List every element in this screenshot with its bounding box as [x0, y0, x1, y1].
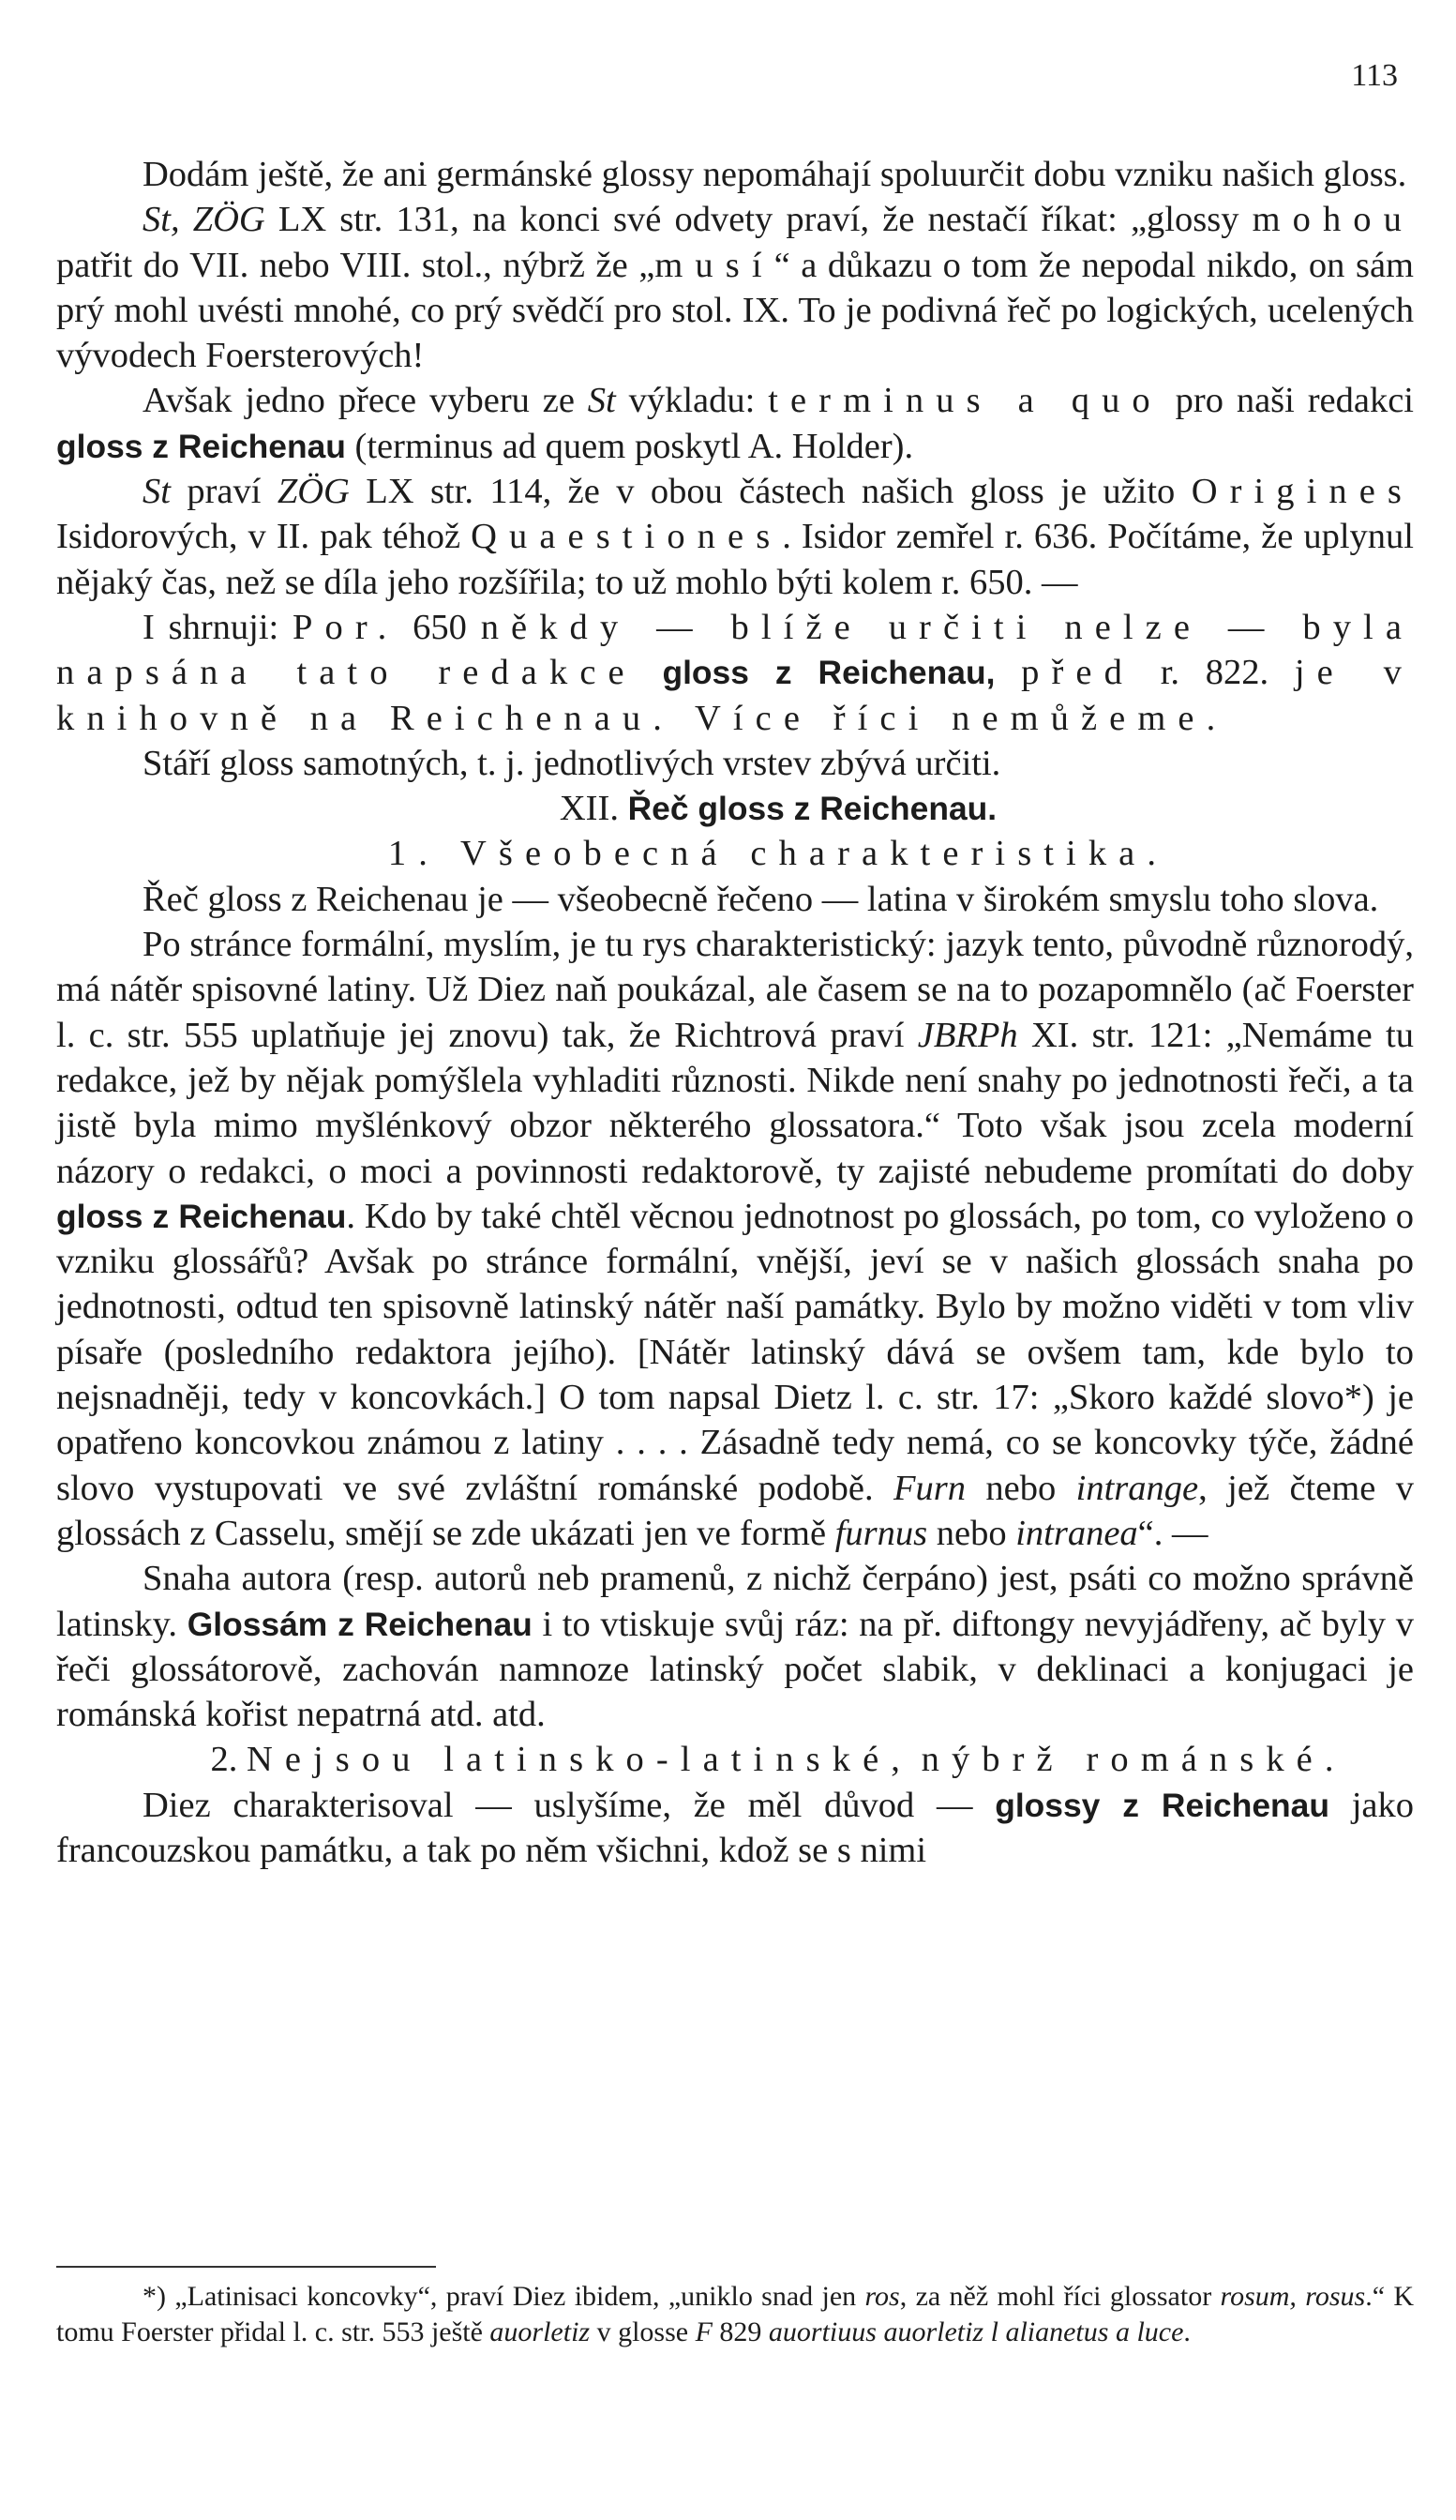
- text-run: I shrnuji:: [143, 607, 293, 647]
- paragraph: [56, 922, 1414, 1556]
- text-run: “. —: [1137, 1513, 1208, 1553]
- text-run: i to vtiskuje svůj ráz: na př. diftongy nevyjádřeny, ač byly v řeči glossátorově, zachován namnoze latinský počet slabik, v deklinaci a konjugaci je románská kořist nepatrná atd. atd.: [56, 1604, 1414, 1735]
- spaced-emphasis: před: [1021, 653, 1134, 693]
- text-run: r. 822.: [1133, 653, 1295, 693]
- italic-word: ros: [864, 2281, 900, 2312]
- subsection-heading: 1. Všeobecná charakteristika.: [387, 834, 1169, 874]
- paragraph: Řeč gloss z Reichenau je — všeobecně řečeno — latina v širokém smyslu toho slova.: [143, 879, 1379, 919]
- subsection-title-part: Nejsou latinsko-latinské,: [246, 1740, 912, 1780]
- spaced-emphasis: musí: [654, 245, 774, 285]
- text-run: 650: [398, 607, 481, 647]
- bold-term: gloss z Reichenau,: [662, 654, 996, 692]
- paragraph: [56, 605, 1414, 741]
- text-run: “ a důkazu o tom že nepodal nikdo, on sám prý mohl uvésti mnohé, co prý svědčí pro stol. IX. To je podivná řeč po logických, ucelených vývodech Foersterových!: [56, 245, 1414, 376]
- subsection-title-part: nýbrž románské.: [921, 1740, 1346, 1780]
- text-run: XI. str. 121: „Nemáme tu redakce, jež by nějak pomýšlela vyhladiti různosti. Nikde není snahy po jednotnosti řeči, a ta jistě byla mimo myšlénkový obzor některého glossatora.“ Toto však jsou zcela moderní názory o redakci, o moci a povinnosti redaktorově, ty zajisté nebudeme promítati do doby: [56, 1015, 1414, 1191]
- page-body: [56, 152, 1414, 1873]
- spaced-emphasis: Quaestiones: [471, 517, 783, 557]
- bold-term: gloss z Reichenau: [56, 427, 346, 465]
- italic-word: Furn: [893, 1468, 966, 1508]
- subsection-number: 2.: [210, 1740, 238, 1780]
- text-run: .“ K tomu Foerster přidal l. c. str. 553 ještě: [56, 2281, 1415, 2347]
- paragraph: [56, 1783, 1414, 1874]
- section-title: Řeč gloss z Reichenau.: [627, 790, 998, 828]
- abbreviation: St, ZÖG: [143, 200, 265, 240]
- text-run: patřit do VII. nebo VIII. stol., nýbrž že „: [56, 245, 655, 285]
- text-run: nebo: [927, 1513, 1016, 1553]
- paragraph: Stáří gloss samotných, t. j. jednotlivých vrstev zbývá určiti.: [143, 743, 1001, 783]
- bold-term: glossy z Reichenau: [995, 1786, 1329, 1824]
- paragraph: [56, 1556, 1414, 1737]
- text-run: [637, 653, 663, 692]
- footnote-text: [56, 2279, 1414, 2350]
- abbreviation: St: [143, 472, 171, 512]
- italic-word: F: [695, 2316, 713, 2347]
- abbreviation: ZÖG: [277, 472, 350, 512]
- text-run: , jež čteme v glossách z Casselu, smějí se zde ukázati jen ve formě: [56, 1468, 1415, 1553]
- text-run: *) „Latinisaci koncovky“, praví Diez ibidem, „uniklo snad jen: [143, 2281, 865, 2312]
- text-run: Isidorových, v II. pak téhož: [56, 517, 472, 557]
- italic-word: rosum, rosus: [1220, 2281, 1366, 2312]
- text-run: výkladu:: [615, 381, 769, 421]
- spaced-emphasis: terminus a quo: [768, 381, 1163, 421]
- journal-abbreviation: JBRPh: [917, 1015, 1018, 1055]
- italic-word: intrange: [1075, 1468, 1199, 1508]
- section-heading: [56, 786, 1414, 831]
- paragraph: [56, 469, 1414, 605]
- text-run: . Isidor zemřel r. 636. Počítáme, že uplynul nějaký čas, než se díla jeho rozšířila; to už mohlo býti kolem r. 650. —: [56, 517, 1414, 602]
- text-run: Snaha autora (resp. autorů neb pramenů, z nichž čerpáno) jest, psáti co možno správně latinsky.: [56, 1559, 1414, 1644]
- text-run: .: [1183, 2316, 1191, 2347]
- spaced-emphasis: Por.: [293, 607, 399, 647]
- text-run: LX str. 114, že v obou částech našich gloss je užito: [349, 472, 1192, 512]
- abbreviation: St: [587, 381, 616, 421]
- text-run: , za něž mohl říci glossator: [899, 2281, 1221, 2312]
- italic-word: intranea: [1015, 1513, 1138, 1553]
- text-run: Diez charakterisoval — uslyšíme, že měl důvod —: [143, 1785, 996, 1825]
- paragraph: Dodám ještě, že ani germánské glossy nepomáhají spoluurčit dobu vzniku našich gloss.: [143, 155, 1407, 194]
- text-run: jako francouzskou památku, a tak po něm všichni, kdož se s nimi: [56, 1785, 1414, 1870]
- text-run: . Kdo by také chtěl věcnou jednotnost po glossách, po tom, co vyloženo o vzniku glossářů? Avšak po stránce formální, vnější, jeví se v našich glossách snaha po jednotnosti, odtud ten spisovně latinský nátěr naší památky. Bylo by možno viděti v tom vliv písaře (posledního redaktora jejího). [Nátěr latinský dává se ovšem tam, kde bylo to nejsnadněji, tedy v koncovkách.] O tom napsal Dietz l. c. str. 17: „Skoro každé slovo*) je opatřeno koncovkou známou z latiny . . . . Zásadně tedy nemá, co se koncovky týče, žádné slovo vystupovati ve své zvláštní románské podobě.: [56, 1196, 1415, 1508]
- spaced-emphasis: mohou: [1252, 200, 1414, 240]
- text-run: 829: [712, 2316, 769, 2347]
- text-run: v glosse: [590, 2316, 696, 2347]
- bold-term: Glossám z Reichenau: [187, 1605, 533, 1643]
- text-run: praví: [170, 472, 278, 512]
- subsection-heading: [56, 1737, 1414, 1782]
- italic-word: furnus: [834, 1513, 928, 1553]
- text-run: nebo: [966, 1468, 1076, 1508]
- paragraph: [56, 197, 1414, 378]
- text-run: Avšak jedno přece vyberu ze: [143, 381, 588, 421]
- italic-word: auortiuus auorletiz l alianetus a luce: [768, 2316, 1184, 2347]
- bold-term: gloss z Reichenau: [56, 1197, 347, 1235]
- text-run: Po stránce formální, myslím, je tu rys charakteristický: jazyk tento, původně různorodý, má nátěr spisovné latiny. Už Diez naň poukázal, ale časem se na to pozapomnělo (ač Foerster l. c. str. 555 uplatňuje jej znovu) tak, že Richtrová praví: [56, 925, 1414, 1055]
- text-run: LX str. 131, na konci své odvety praví, že nestačí říkat: „glossy: [264, 200, 1253, 240]
- page-number: 113: [1351, 58, 1398, 93]
- spaced-emphasis: je v knihovně na Reichenau. Více říci nemůžeme.: [56, 653, 1415, 738]
- paragraph: [56, 378, 1414, 469]
- spaced-emphasis: někdy — blíže určiti nelze — byla napsána tato redakce: [56, 607, 1414, 693]
- text-run: (terminus ad quem poskytl A. Holder).: [345, 426, 914, 466]
- text-run: pro naši redakci: [1162, 381, 1414, 421]
- section-number: XII.: [559, 789, 619, 829]
- text-run: [995, 653, 1021, 692]
- footnote: [56, 2279, 1414, 2350]
- spaced-emphasis: Origines: [1191, 472, 1414, 512]
- footnote-rule: [56, 2266, 436, 2268]
- italic-word: auorletiz: [489, 2316, 591, 2347]
